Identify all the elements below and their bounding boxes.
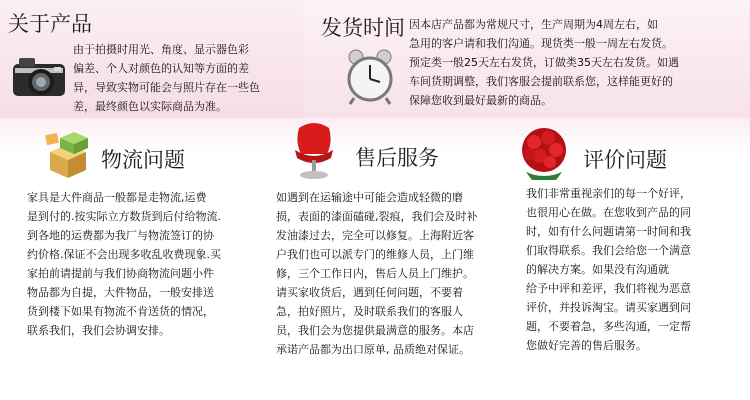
delivery-time-panel <box>303 0 750 118</box>
reviews-title: 评价问题 <box>583 148 667 172</box>
red-roses-icon <box>516 124 572 182</box>
reviews-text: 我们非常重视亲们的每一个好评， 也很用心在做。在您收到产品的同 时，如有什么问题请第一时间和我 们取得联系。我们会给您一个满意 的解决方案。如果没有沟通就 给予中评和差评，我们将视为恶意 评价，并投诉淘宝。请买家遇到问 题，不要着急，多些沟通，一定帮 您做好完善的售后服务。 <box>526 187 691 352</box>
logistics-title: 物流问题 <box>101 148 185 172</box>
red-chair-icon <box>289 120 339 182</box>
about-product-panel <box>0 0 303 118</box>
service-info-panel <box>0 118 750 400</box>
about-product-title: 关于产品 <box>8 12 92 36</box>
alarm-clock-icon <box>342 48 398 106</box>
camera-icon <box>10 54 68 102</box>
about-product-text: 由于拍摄时用光、角度、显示器色彩 偏差、个人对颜色的认知等方面的差 异，导致实物可能会与照片存在一些色 差，最终颜色以实际商品为准。 <box>73 43 260 113</box>
after-sales-title: 售后服务 <box>355 146 439 170</box>
boxes-icon <box>44 130 96 180</box>
delivery-time-text: 因本店产品都为常规尺寸，生产周期为4周左右，如 急用的客户请和我们沟通。现货类一般一周左右发货。 预定类一般25天左右发货，订做类35天左右发货。如遇 车间货期调整，我们客服会提前联系您，这样能更好的 保障您收到最好最新的商品。 <box>409 18 679 107</box>
logistics-text: 家具是大件商品一般都是走物流,运费 是到付的.按实际立方数货到后付给物流. 到各地的运费都为我厂与物流签订的协 约价格.保证不会出现多收乱收费现象.买 家拍前请提前与我们协商物流问题小件 物品都为自提，大件物品，一般安排送 货到楼下如果有物流不肯送货的情况， 联系我们，我们会协调安排。 <box>27 191 221 337</box>
after-sales-text: 如遇到在运输途中可能会造成轻微的磨 损，表面的漆面磕碰,裂痕，我们会及时补 发油漆过去，完全可以修复。上海附近客 户我们也可以派专门的维修人员，上门维 修，三个工作日内，售后人员上门维护。 请买家收货后，遇到任何问题，不要着 急，拍好照片，及时联系我们的客服人 员，我们会为您提供最满意的服务。本店 承诺产品都为出口原单, 品质绝对保证。 <box>276 191 478 356</box>
delivery-time-title: 发货时间 <box>321 16 405 40</box>
